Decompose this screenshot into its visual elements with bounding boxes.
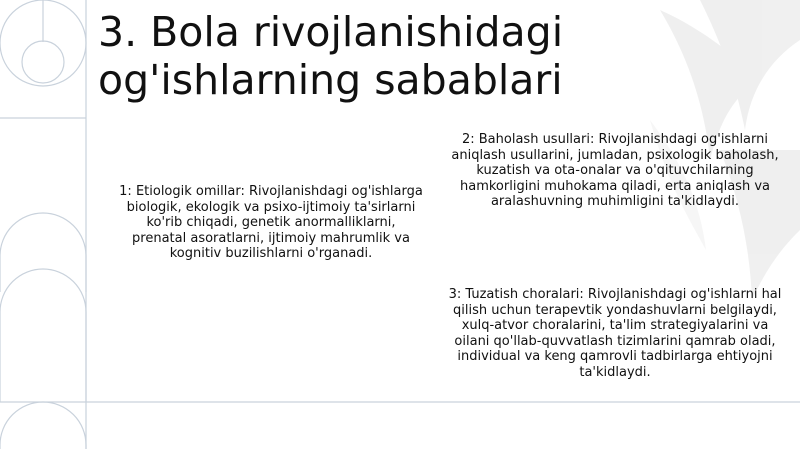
slide-title: 3. Bola rivojlanishidagi og'ishlarning sabablari xyxy=(98,8,564,104)
text-block-assessment: 2: Baholash usullari: Rivojlanishdagi og'ishlarni aniqlash usullarini, jumladan, psixologik baholash, kuzatish va ota-onalar va o'qituvchilarning hamkorligini muhokama qiladi, erta aniqlash va aralashuvning muhimligini ta'kidlaydi. xyxy=(451,132,779,209)
text-block-etiology: 1: Etiologik omillar: Rivojlanishdagi og'ishlarga biologik, ekologik va psixo-ijtimoiy ta'sirlarni ko'rib chiqadi, genetik anormalliklarni, prenatal asoratlarni, ijtimoiy mahrumlik va kognitiv buzilishlarni o'rganadi. xyxy=(119,184,423,261)
decor-arch xyxy=(0,213,86,292)
decor-circle-small xyxy=(22,41,64,83)
text-block-correction: 3: Tuzatish choralari: Rivojlanishdagi og'ishlarni hal qilish uchun terapevtik yondashuvlarni belgilaydi, xulq-atvor choralarini, ta'lim strategiyalarini va oilani qo'llab-quvvatlash tizimlarini qamrab oladi, individual va keng qamrovli tadbirlarga ehtiyojni ta'kidlaydi. xyxy=(448,287,782,380)
decor-arch xyxy=(0,402,86,449)
decor-arch xyxy=(0,269,86,402)
